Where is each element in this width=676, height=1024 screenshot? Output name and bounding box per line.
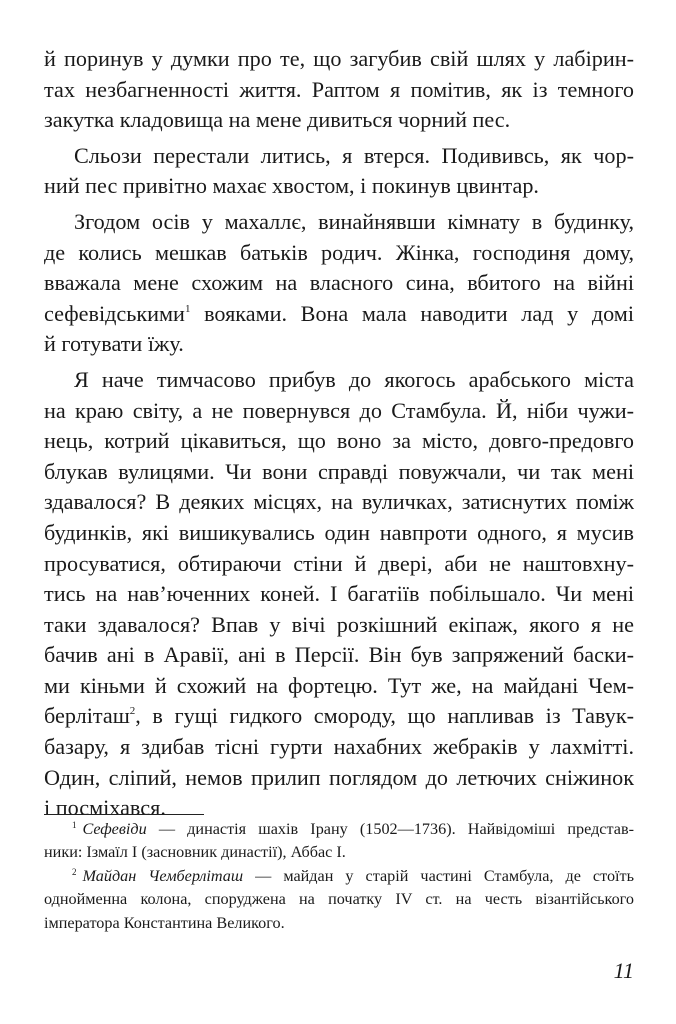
footnote-2-continued: імператора Константина Великого. xyxy=(44,913,285,932)
text-line: Сльози перестали литись, я втерся. Подививсь, як чор- xyxy=(74,142,634,168)
text-line: на краю світу, а не повернувся до Стамбула. Й, ніби чужи- xyxy=(44,397,634,423)
main-text xyxy=(44,44,634,824)
text-line: закутка кладовища на мене дивиться чорний пес. xyxy=(44,107,511,133)
text-line-with-footnote xyxy=(44,299,634,330)
footnote-ref-2[interactable]: 2 xyxy=(129,705,136,718)
text-line: й готувати їжу. xyxy=(44,331,184,357)
text-line: здавалося? В деяких місцях, на вуличках, затиснутих поміж xyxy=(44,489,634,515)
text-line: бачив ані в Аравії, ані в Персії. Він був запряжений баски- xyxy=(44,642,634,668)
footnote-text: — династія шахів Ірану (1502—1736). Найвідоміші представ- xyxy=(146,820,634,838)
text-line: нець, котрий цікавиться, що воно за місто, довго-предовго xyxy=(44,428,634,454)
footnote-ref-1[interactable]: 1 xyxy=(184,302,191,315)
text-line: вважала мене схожим на власного сина, вбитого на війні xyxy=(44,270,634,296)
text-line: тись на нав’юченних коней. І багатіїв побільшало. Чи мені xyxy=(44,581,634,607)
text-line: де колись мешкав батьків родич. Жінка, господиня дому, xyxy=(44,239,634,265)
footnote-1 xyxy=(44,818,634,841)
text-line: тах незбагненності життя. Раптом я помітив, як із темного xyxy=(44,76,634,102)
text-line: просуватися, обтираючи стіни й двері, аби не наштовхну- xyxy=(44,550,634,576)
text-line: базару, я здибав тісні гурти нахабних жебраків у лахмітті. xyxy=(44,734,634,760)
text-line-with-footnote xyxy=(44,701,634,732)
footnote-term: Майдан Чемберліташ xyxy=(82,866,244,885)
text-line: таки здавалося? Впав у вічі розкішний екіпаж, якого я не xyxy=(44,611,634,637)
footnote-1-continued: ники: Ізмаїл I (засновник династії), Аббас I. xyxy=(44,843,346,862)
footnote-mark: 2 xyxy=(72,866,77,877)
text-line: ний пес привітно махає хвостом, і покинув цвинтар. xyxy=(44,173,539,199)
text-line: Згодом осів у махаллє, винайнявши кімнату в будинку, xyxy=(74,208,634,234)
text-line: Один, сліпий, немов прилип поглядом до летючих сніжинок xyxy=(44,764,634,790)
footnote-text: — майдан у старій частині Стамбула, де стоїть xyxy=(243,866,634,885)
text-line: блукав вулицями. Чи вони справді повужчали, чи так мені xyxy=(44,458,634,484)
text-fragment: берліташ xyxy=(44,703,130,729)
footnote-divider xyxy=(44,814,204,815)
text-line: Я наче тимчасово прибув до якогось арабського міста xyxy=(74,366,634,392)
footnote-term: Сефевіди xyxy=(82,820,147,838)
footnote-2-continued: однойменна колона, споруджена на початку IV ст. на честь візантійського xyxy=(44,890,634,909)
text-fragment: сефевідськими xyxy=(44,300,185,326)
text-line: ми кіньми й схожий на фортецю. Тут же, на майдані Чем- xyxy=(44,672,634,698)
page-number: 11 xyxy=(613,958,634,983)
text-line: і посміхався. xyxy=(44,795,166,821)
text-line: й поринув у думки про те, що загубив свій шлях у лабірин- xyxy=(44,46,634,71)
footnotes xyxy=(44,818,634,935)
text-fragment: вояками. Вона мала наводити лад у домі xyxy=(204,300,635,326)
text-line: будинків, які вишикувались один навпроти одного, я мусив xyxy=(44,519,634,545)
text-fragment: , в гущі гидкого смороду, що напливав із Тавук- xyxy=(135,703,634,729)
footnote-mark: 1 xyxy=(72,820,77,830)
footnote-2 xyxy=(44,865,634,888)
